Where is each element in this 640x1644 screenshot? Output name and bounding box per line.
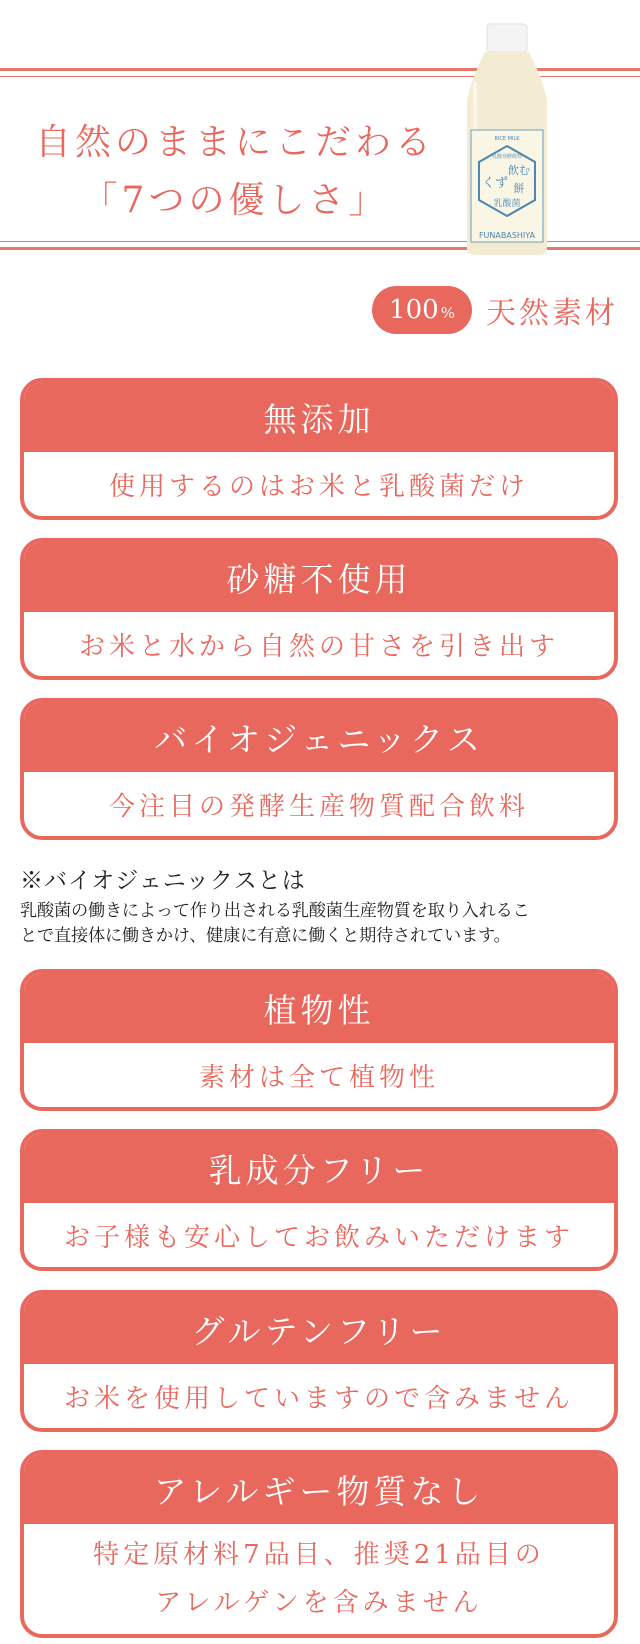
product-bottle-image: [463, 22, 551, 257]
svg-text:くず: くず: [481, 176, 509, 191]
feature-card-no-additives: [20, 378, 618, 520]
feature-card-title: 乳成分フリー: [24, 1133, 614, 1203]
feature-card-dairy-free: [20, 1129, 618, 1271]
feature-card-title: バイオジェニックス: [24, 702, 614, 772]
hero-title-line2: 「7つの優しさ」: [81, 180, 389, 221]
feature-card-biogenics: [20, 698, 618, 840]
feature-card-title: グルテンフリー: [24, 1294, 614, 1364]
svg-text:乳酸菌: 乳酸菌: [493, 199, 521, 209]
svg-text:飲む: 飲む: [508, 164, 530, 177]
feature-card-body: 使用するのはお米と乳酸菌だけ: [108, 471, 529, 502]
hero-title-line1: 自然のままにこだわる: [34, 122, 435, 163]
feature-card-body-line2: アレルゲンを含みません: [155, 1588, 483, 1618]
feature-card-allergen-free: [20, 1450, 618, 1638]
feature-card-body: お米を使用していますので含みません: [63, 1383, 574, 1414]
feature-card-gluten-free: [20, 1290, 618, 1432]
feature-card-title: 無添加: [24, 382, 614, 452]
bottle-label-small: 乳酸発酵飲料: [491, 154, 523, 160]
percent-pill: [372, 286, 472, 334]
biogenics-note: [20, 862, 625, 949]
feature-card-body: 今注目の発酵生産物質配合飲料: [108, 791, 529, 822]
feature-card-body: [24, 1524, 614, 1634]
bottle-label-top: RICE MILK: [494, 136, 520, 142]
feature-card-title: アレルギー物質なし: [24, 1454, 614, 1524]
feature-card-body-line1: 特定原材料7品目、推奨21品目の: [93, 1540, 545, 1570]
feature-card-title: 砂糖不使用: [24, 542, 614, 612]
hero-header: [0, 0, 640, 330]
feature-card-body: 素材は全て植物性: [198, 1062, 439, 1093]
note-line2: とで直接体に働きかけ、健康に有意に働くと期待されています。: [20, 926, 511, 946]
note-line1: 乳酸菌の働きによって作り出される乳酸菌生産物質を取り入れるこ: [20, 901, 530, 921]
svg-text:餅: 餅: [513, 182, 525, 195]
natural-badge: [372, 286, 618, 334]
feature-card-body: お子様も安心してお飲みいただけます: [63, 1222, 574, 1253]
feature-card-no-sugar: [20, 538, 618, 680]
percent-value: 100: [389, 295, 439, 325]
feature-card-plant-based: [20, 969, 618, 1111]
feature-card-title: 植物性: [24, 973, 614, 1043]
feature-card-body: お米と水から自然の甘さを引き出す: [78, 631, 559, 662]
bottle-label-bottom: FUNABASHIYA: [478, 231, 536, 240]
badge-label: 天然素材: [486, 296, 618, 331]
percent-unit: %: [440, 304, 455, 322]
note-title: ※バイオジェニックスとは: [20, 868, 306, 894]
